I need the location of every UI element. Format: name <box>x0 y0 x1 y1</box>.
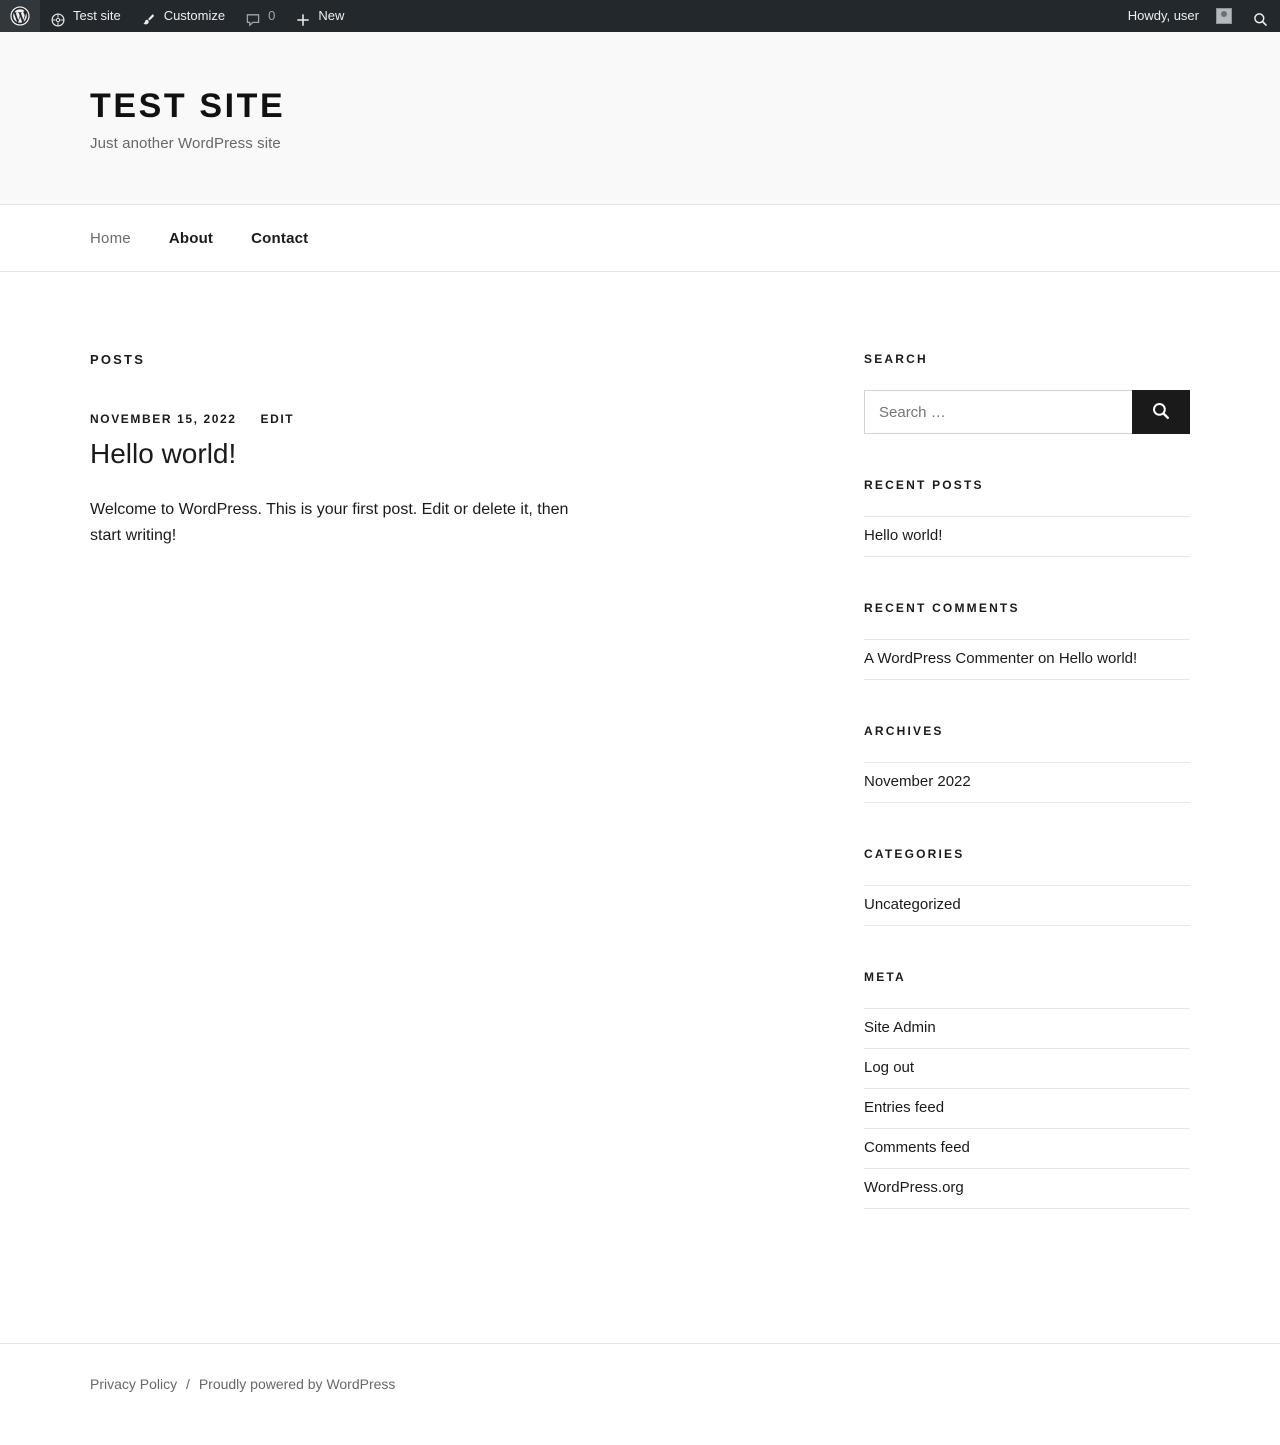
admin-bar-right <box>1118 0 1280 32</box>
list-item <box>864 639 1190 680</box>
widget-meta <box>864 970 1190 1209</box>
comment-author: A WordPress Commenter <box>864 650 1034 667</box>
search-icon <box>1252 8 1268 24</box>
widget-recent-posts <box>864 478 1190 557</box>
search-form <box>864 390 1190 434</box>
admin-bar-new-label: New <box>318 8 345 23</box>
howdy-label: Howdy, user <box>1127 8 1199 23</box>
primary-navigation <box>0 205 1280 272</box>
post-title[interactable] <box>90 436 730 471</box>
meta-link-log-out[interactable]: Log out <box>864 1059 915 1076</box>
post-title-text: Hello world! <box>90 438 237 469</box>
list-item[interactable] <box>864 1049 1190 1089</box>
meta-link-site-admin[interactable]: Site Admin <box>864 1019 936 1036</box>
category-link[interactable]: Uncategorized <box>864 896 961 913</box>
content-area <box>90 272 1190 1253</box>
widget-search <box>864 352 1190 434</box>
wordpress-logo-icon <box>10 6 30 26</box>
admin-bar-site-name[interactable] <box>40 0 131 32</box>
nav-item-contact[interactable] <box>251 230 346 247</box>
plus-icon <box>295 8 311 24</box>
footer-content <box>90 1376 1190 1392</box>
list-item[interactable] <box>864 762 1190 803</box>
meta-link-entries-feed[interactable]: Entries feed <box>864 1099 945 1116</box>
primary-content <box>90 352 730 1253</box>
home-dashboard-icon <box>50 8 66 24</box>
nav-item-about[interactable] <box>169 230 251 247</box>
posts-heading: POSTS <box>90 352 146 367</box>
post-date-link[interactable]: NOVEMBER 15, 2022 <box>90 412 237 426</box>
search-submit-button[interactable] <box>1132 390 1190 434</box>
admin-bar-comments[interactable] <box>235 0 285 32</box>
list-item[interactable] <box>864 1008 1190 1049</box>
meta-link-comments-feed[interactable]: Comments feed <box>864 1139 970 1156</box>
footer-privacy-policy-link[interactable]: Privacy Policy <box>90 1376 178 1392</box>
wp-logo-menu[interactable] <box>0 0 40 32</box>
widget-meta-title: META <box>864 970 906 984</box>
widget-recent-posts-title: RECENT POSTS <box>864 478 984 492</box>
comment-post-link[interactable]: Hello world! <box>1058 650 1138 667</box>
admin-bar-comments-count: 0 <box>268 8 276 23</box>
comment-on-word: on <box>1037 650 1055 667</box>
widget-categories <box>864 847 1190 926</box>
paintbrush-icon <box>141 8 157 24</box>
site-tagline: Just another WordPress site <box>90 135 281 152</box>
site-header <box>0 32 1280 205</box>
meta-list <box>864 1008 1190 1209</box>
admin-bar-customize[interactable] <box>131 0 235 32</box>
recent-comments-list <box>864 639 1190 680</box>
admin-bar-customize-label: Customize <box>163 8 226 23</box>
widget-recent-comments-title: RECENT COMMENTS <box>864 601 1020 615</box>
categories-list <box>864 885 1190 926</box>
footer-separator: / <box>186 1376 190 1392</box>
list-item[interactable] <box>864 516 1190 557</box>
nav-list <box>90 205 1190 272</box>
list-item[interactable] <box>864 885 1190 926</box>
search-input[interactable] <box>864 390 1132 434</box>
nav-link-about[interactable]: About <box>168 230 214 247</box>
footer-credit-link[interactable]: Proudly powered by WordPress <box>198 1376 396 1392</box>
site-title[interactable]: TEST SITE <box>90 87 286 125</box>
avatar <box>1216 8 1232 24</box>
post-article <box>90 412 730 548</box>
admin-bar-site-name-label: Test site <box>73 8 121 23</box>
admin-bar <box>0 0 1280 32</box>
entry-meta <box>90 412 730 426</box>
list-item[interactable] <box>864 1129 1190 1169</box>
post-content <box>90 497 730 548</box>
list-item[interactable] <box>864 1169 1190 1209</box>
archives-list <box>864 762 1190 803</box>
nav-link-home[interactable]: Home <box>90 230 131 247</box>
search-icon <box>1151 401 1171 424</box>
archive-link[interactable]: November 2022 <box>864 773 971 790</box>
list-item[interactable] <box>864 1089 1190 1129</box>
post-edit-link[interactable]: EDIT <box>260 412 295 426</box>
widget-recent-comments <box>864 601 1190 680</box>
widget-search-title: SEARCH <box>864 352 928 366</box>
widget-categories-title: CATEGORIES <box>864 847 965 861</box>
recent-posts-list <box>864 516 1190 557</box>
nav-link-contact[interactable]: Contact <box>251 230 309 247</box>
admin-bar-search-button[interactable] <box>1242 0 1280 32</box>
widget-archives-title: ARCHIVES <box>864 724 944 738</box>
sidebar <box>864 352 1190 1253</box>
post-excerpt: Welcome to WordPress. This is your first post. Edit or delete it, then start writing! <box>90 501 569 544</box>
widget-archives <box>864 724 1190 803</box>
recent-post-link[interactable]: Hello world! <box>864 527 943 544</box>
admin-bar-my-account[interactable] <box>1118 0 1242 32</box>
nav-item-home[interactable] <box>90 230 169 247</box>
site-footer <box>0 1343 1280 1432</box>
admin-bar-new-content[interactable] <box>285 0 354 32</box>
meta-link-wordpress-org[interactable]: WordPress.org <box>864 1179 964 1196</box>
comment-bubble-icon <box>245 8 261 24</box>
